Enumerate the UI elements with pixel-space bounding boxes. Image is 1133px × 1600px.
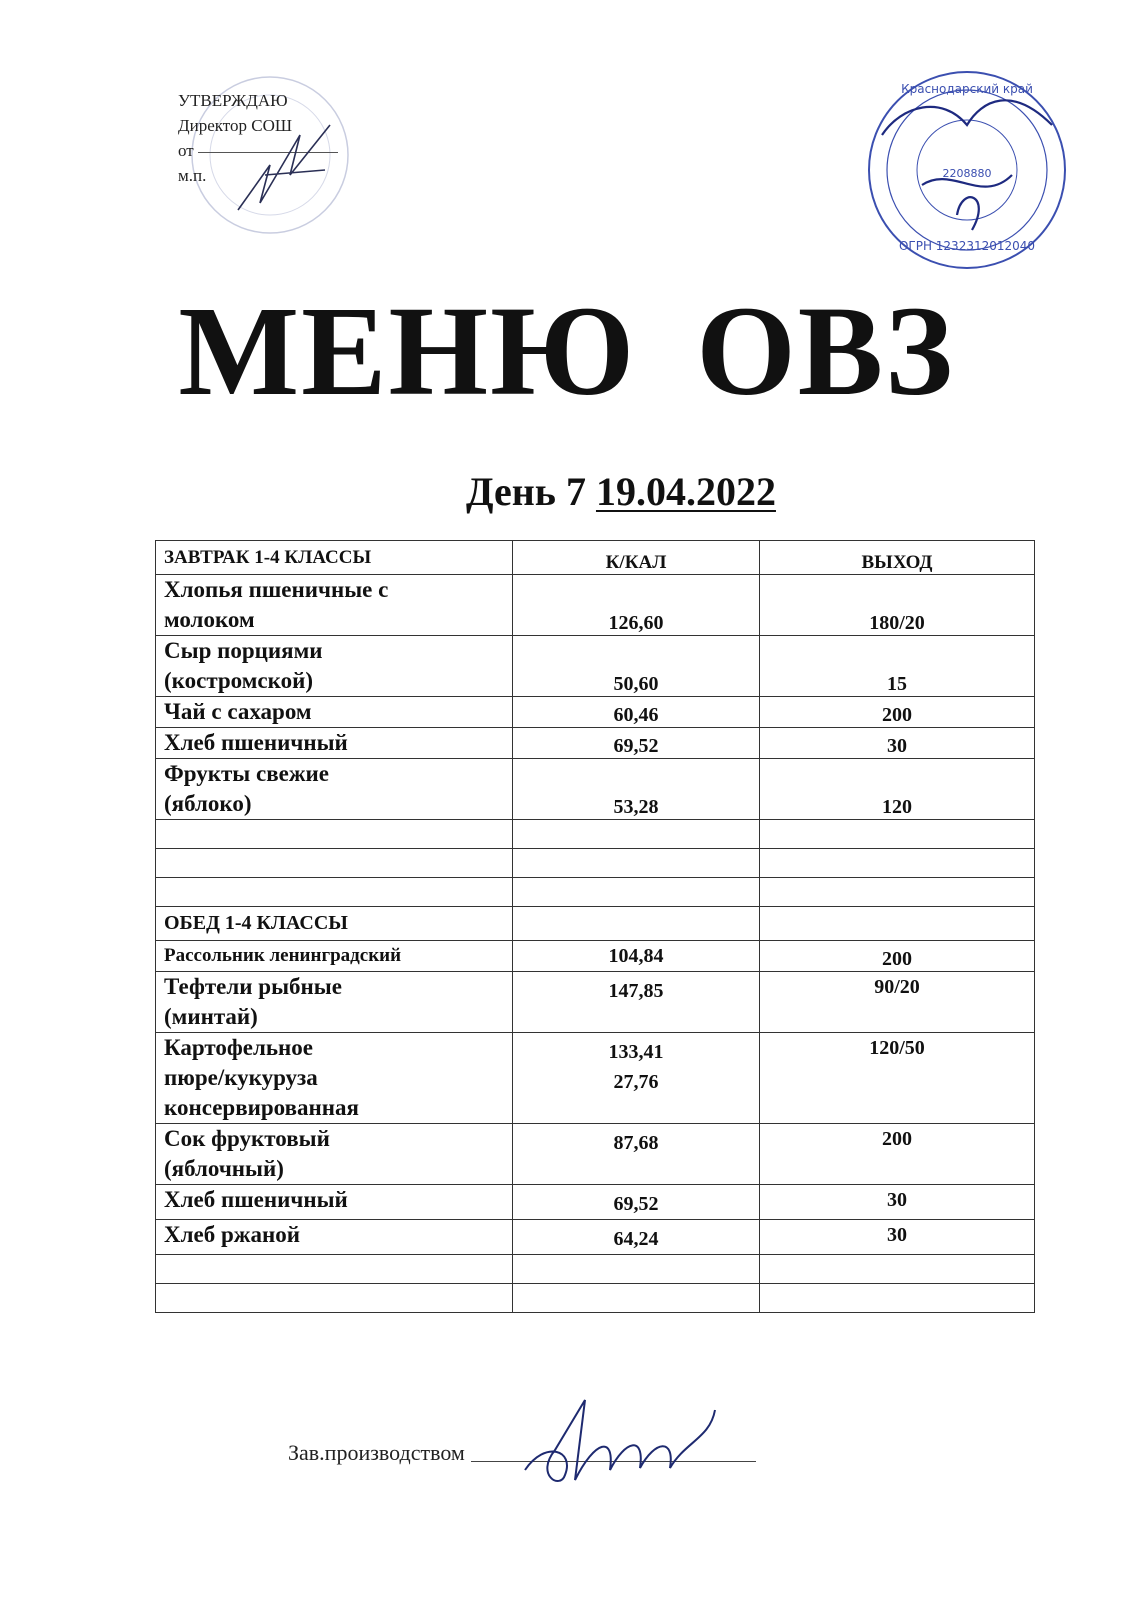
dish-name	[156, 1185, 513, 1220]
table-row	[156, 941, 1035, 972]
dish-kcal	[513, 972, 760, 1033]
dish-output: 30	[760, 1220, 1035, 1255]
dish-name	[156, 728, 513, 759]
table-row	[156, 1185, 1035, 1220]
dish-name-line: Тефтели рыбные	[164, 974, 342, 999]
manager-signature	[515, 1380, 745, 1500]
dish-kcal-line: 147,85	[608, 980, 664, 1002]
dish-kcal-line: 87,68	[613, 1132, 659, 1154]
dish-kcal: 50,60	[513, 636, 760, 697]
director-signature	[230, 115, 340, 225]
dish-name-line: Картофельное	[164, 1035, 314, 1060]
seal-inn-text: 2208880	[942, 167, 992, 180]
dish-name-line: Фрукты свежие	[164, 761, 329, 786]
table-row	[156, 759, 1035, 820]
dish-name	[156, 1033, 513, 1124]
table-row-empty	[156, 1284, 1035, 1313]
approval-director: Директор СОШ	[178, 116, 292, 135]
dish-name-line: (яблоко)	[164, 791, 252, 816]
table-row	[156, 728, 1035, 759]
empty-cell	[513, 1255, 760, 1284]
empty-cell	[760, 849, 1035, 878]
dish-kcal	[513, 1124, 760, 1185]
empty-cell	[760, 1284, 1035, 1313]
dish-name-line: (костромской)	[164, 668, 313, 693]
table-row-empty	[156, 849, 1035, 878]
approval-stamp-place: м.п.	[178, 166, 207, 185]
dish-name-line: Хлеб пшеничный	[164, 730, 348, 755]
dish-output: 180/20	[760, 575, 1035, 636]
dish-name	[156, 697, 513, 728]
dish-kcal: 53,28	[513, 759, 760, 820]
dish-name-line: Рассольник ленинградский	[164, 945, 402, 966]
round-seal-stamp	[862, 65, 1072, 275]
table-row-empty	[156, 1255, 1035, 1284]
dish-name	[156, 1220, 513, 1255]
table-header-row	[156, 541, 1035, 575]
empty-cell	[156, 1255, 513, 1284]
table-row	[156, 1124, 1035, 1185]
empty-cell	[513, 849, 760, 878]
dish-name-line: молоком	[164, 607, 255, 632]
dish-name	[156, 972, 513, 1033]
title-word-ovz: ОВЗ	[696, 280, 955, 422]
day-date: 19.04.2022	[595, 469, 776, 514]
title-word-menu: МЕНЮ	[178, 280, 637, 422]
page-title	[0, 278, 1133, 425]
dish-output: 90/20	[760, 972, 1035, 1033]
table-row	[156, 1220, 1035, 1255]
dish-output: 200	[760, 697, 1035, 728]
production-manager-label: Зав.производством	[288, 1440, 465, 1465]
empty-cell	[513, 1284, 760, 1313]
dish-kcal: 126,60	[513, 575, 760, 636]
seal-ogrn-text: ОГРН 1232312012040	[898, 239, 1036, 253]
dish-output: 30	[760, 1185, 1035, 1220]
dish-name-line: Сок фруктовый	[164, 1126, 330, 1151]
header-output: ВЫХОД	[760, 541, 1035, 575]
empty-cell	[156, 849, 513, 878]
table-row	[156, 972, 1035, 1033]
table-row-empty	[156, 878, 1035, 907]
dish-output: 200	[760, 941, 1035, 972]
day-label: День 7	[466, 469, 586, 514]
dish-kcal	[513, 1033, 760, 1124]
menu-table	[155, 540, 1035, 1313]
dish-kcal-line: 104,84	[608, 945, 664, 967]
dish-name	[156, 1124, 513, 1185]
dish-kcal	[513, 1220, 760, 1255]
dish-name	[156, 941, 513, 972]
dish-name	[156, 575, 513, 636]
lunch-title: ОБЕД 1-4 КЛАССЫ	[156, 907, 513, 941]
header-breakfast: ЗАВТРАК 1-4 КЛАССЫ	[156, 541, 513, 575]
empty-cell	[760, 878, 1035, 907]
day-heading	[466, 468, 776, 515]
empty-cell	[760, 1255, 1035, 1284]
approval-from: от	[178, 141, 194, 160]
dish-name-line: Сыр порциями	[164, 638, 323, 663]
empty-cell	[760, 820, 1035, 849]
dish-output: 200	[760, 1124, 1035, 1185]
table-row	[156, 636, 1035, 697]
dish-output: 120/50	[760, 1033, 1035, 1124]
dish-kcal-line: 133,41	[608, 1041, 664, 1063]
dish-kcal	[513, 1185, 760, 1220]
empty-cell	[156, 878, 513, 907]
dish-name-line: Хлопья пшеничные с	[164, 577, 389, 602]
dish-kcal	[513, 941, 760, 972]
dish-output: 120	[760, 759, 1035, 820]
dish-name	[156, 636, 513, 697]
dish-output: 30	[760, 728, 1035, 759]
dish-name-line: консервированная	[164, 1095, 359, 1120]
lunch-section-row	[156, 907, 1035, 941]
table-row	[156, 1033, 1035, 1124]
table-row-empty	[156, 820, 1035, 849]
dish-name-line: Хлеб пшеничный	[164, 1187, 348, 1212]
seal-region-text: Краснодарский край	[901, 82, 1033, 96]
dish-name-line: Чай с сахаром	[164, 699, 312, 724]
dish-kcal-line: 69,52	[613, 1193, 659, 1215]
table-row	[156, 697, 1035, 728]
empty-cell	[513, 820, 760, 849]
table-row	[156, 575, 1035, 636]
empty-cell	[760, 907, 1035, 941]
dish-kcal: 60,46	[513, 697, 760, 728]
dish-kcal-line: 27,76	[613, 1071, 659, 1093]
dish-kcal-line: 64,24	[613, 1228, 659, 1250]
dish-kcal: 69,52	[513, 728, 760, 759]
dish-name-line: (минтай)	[164, 1004, 258, 1029]
header-kcal: К/КАЛ	[513, 541, 760, 575]
approval-title: УТВЕРЖДАЮ	[178, 91, 288, 110]
dish-name-line: (яблочный)	[164, 1156, 284, 1181]
empty-cell	[513, 907, 760, 941]
empty-cell	[156, 820, 513, 849]
empty-cell	[156, 1284, 513, 1313]
dish-name	[156, 759, 513, 820]
dish-name-line: Хлеб ржаной	[164, 1222, 300, 1247]
dish-output: 15	[760, 636, 1035, 697]
empty-cell	[513, 878, 760, 907]
dish-name-line: пюре/кукуруза	[164, 1065, 318, 1090]
